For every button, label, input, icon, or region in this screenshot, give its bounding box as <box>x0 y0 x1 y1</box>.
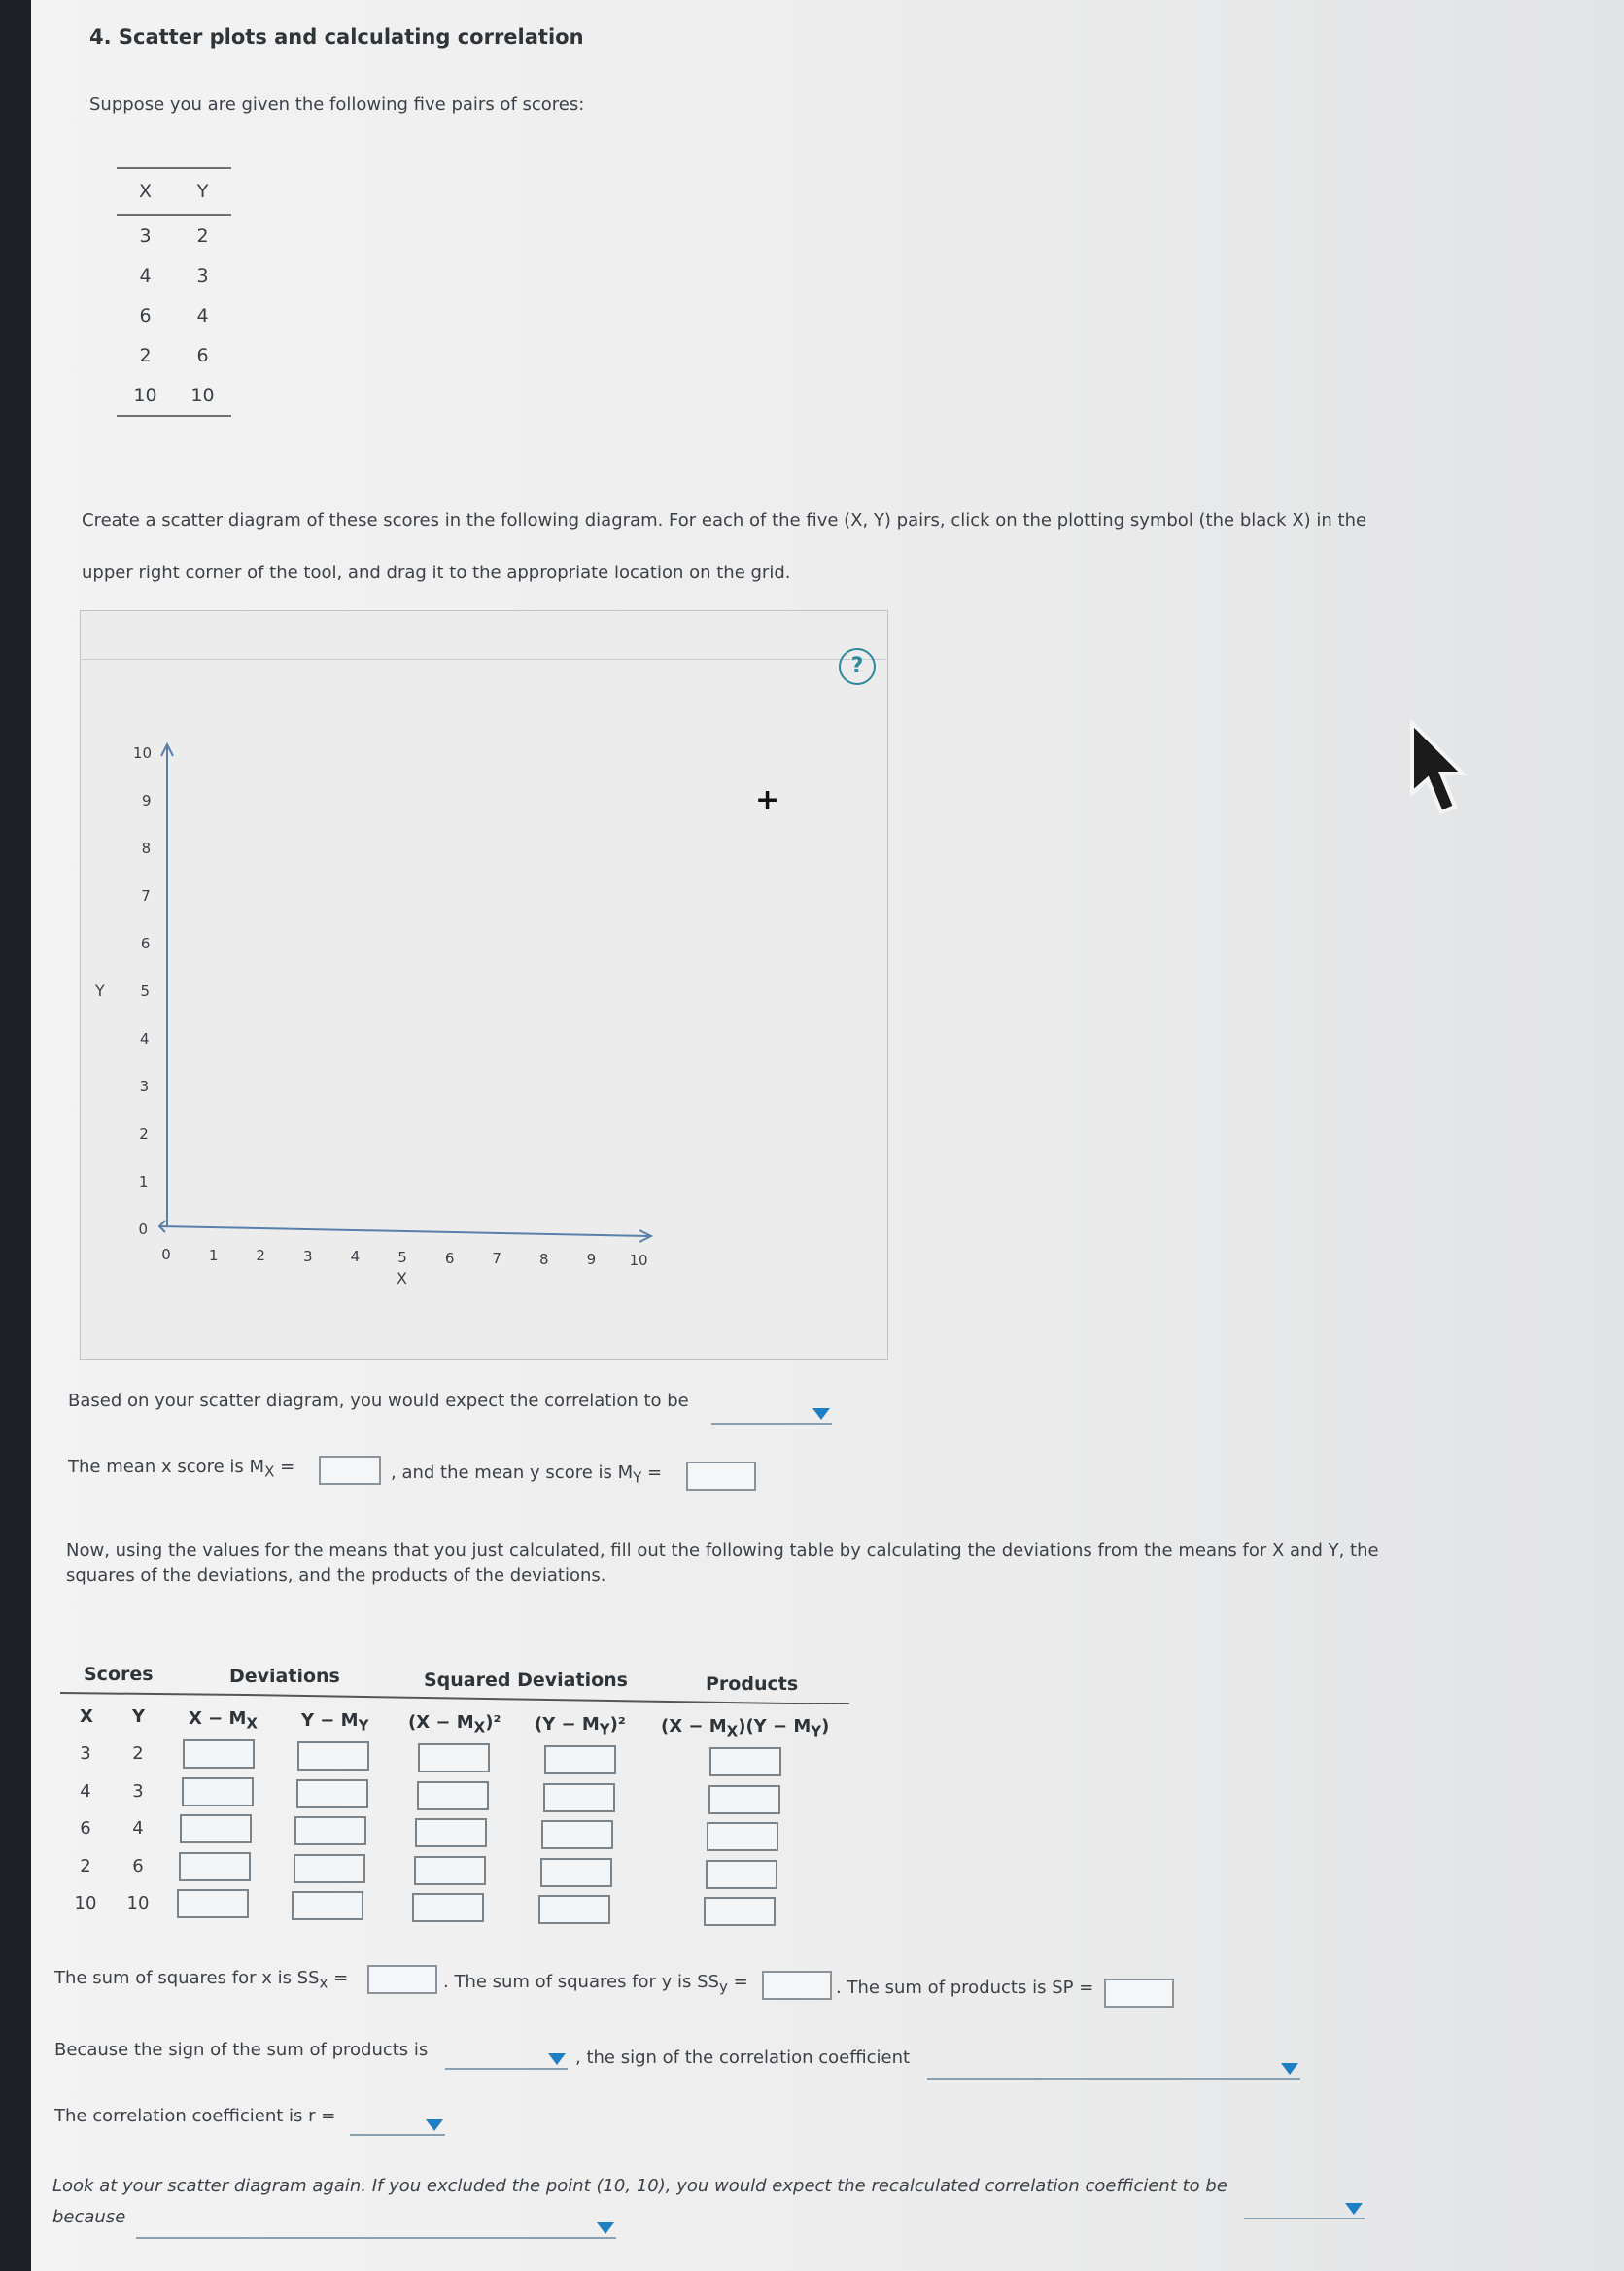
because-reason-dropdown[interactable] <box>136 2214 616 2239</box>
y-tick-label: 7 <box>141 887 151 905</box>
y-tick-label: 3 <box>139 1078 150 1095</box>
dropdown-arrow-icon <box>548 2053 566 2065</box>
look-line-2: because <box>52 2207 126 2227</box>
header-x: X <box>138 181 153 202</box>
product-input[interactable] <box>708 1785 780 1814</box>
x-tick-label: 8 <box>539 1250 549 1268</box>
mean-x-text <box>68 1454 294 1486</box>
x-tick-label: 0 <box>161 1246 171 1263</box>
x-tick-label: 4 <box>350 1248 361 1266</box>
x-deviation-input[interactable] <box>177 1889 249 1918</box>
calc-cell-y: 2 <box>132 1743 144 1764</box>
mean-x-label: The mean x score is M <box>68 1457 265 1477</box>
instructions-line-1: Create a scatter diagram of these scores in the following diagram. For each of the five (X, Y) pairs, click on the plotting symbol (the black X) in the <box>82 510 1367 531</box>
x-axis-label: X <box>397 1269 407 1288</box>
ss-y-text <box>443 1969 748 2001</box>
product-input[interactable] <box>709 1747 781 1776</box>
col-x: X <box>80 1706 93 1727</box>
y-squared-deviation-input[interactable] <box>538 1895 610 1924</box>
look-line-1: Look at your scatter diagram again. If you excluded the point (10, 10), you would expect the recalculated correlation coefficient to be <box>52 2176 1227 2196</box>
y-tick-label: 4 <box>140 1030 150 1048</box>
col-y: Y <box>132 1706 146 1727</box>
col-y-dev-label: Y − M <box>301 1710 359 1731</box>
mean-y-input[interactable] <box>686 1462 756 1491</box>
mouse-cursor-icon <box>1404 719 1472 826</box>
col-y-sq <box>535 1714 626 1738</box>
x-tick-label: 5 <box>397 1249 407 1266</box>
y-deviation-input[interactable] <box>294 1816 366 1845</box>
group-header-deviations: Deviations <box>229 1666 340 1687</box>
group-header-scores: Scores <box>84 1664 154 1685</box>
dropdown-arrow-icon <box>1281 2063 1298 2075</box>
mouse-cursor-shape <box>1412 723 1463 812</box>
x-axis-line <box>159 1226 649 1236</box>
col-x-sq-tail: )² <box>485 1712 501 1733</box>
col-products <box>661 1716 829 1740</box>
cell-y: 10 <box>190 384 215 406</box>
correlation-coefficient-dropdown[interactable] <box>350 2111 445 2136</box>
x-squared-deviation-input[interactable] <box>414 1856 486 1885</box>
mean-x-sub: X <box>264 1462 275 1481</box>
col-x-dev <box>189 1708 258 1733</box>
ss-x-text <box>54 1965 348 1997</box>
col-x-sq <box>408 1712 501 1737</box>
col-y-dev <box>301 1710 368 1735</box>
graph-tool-toolbar <box>80 610 886 660</box>
cell-y: 2 <box>196 224 209 247</box>
calc-cell-x: 10 <box>74 1893 97 1913</box>
ss-y-eq: = <box>727 1972 748 1992</box>
col-y-sq-tail: )² <box>609 1714 626 1735</box>
help-icon[interactable]: ? <box>839 648 876 685</box>
mean-x-input[interactable] <box>319 1456 381 1485</box>
ss-y-input[interactable] <box>762 1971 832 2000</box>
col-y-dev-sub: Y <box>358 1716 369 1735</box>
recalculated-correlation-dropdown[interactable] <box>1244 2194 1365 2219</box>
cell-x: 6 <box>139 304 152 327</box>
product-input[interactable] <box>706 1860 777 1889</box>
calc-cell-y: 4 <box>132 1818 144 1839</box>
table-row <box>117 216 231 256</box>
dropdown-arrow-icon <box>1345 2203 1363 2215</box>
y-squared-deviation-input[interactable] <box>540 1858 612 1887</box>
plus-plot-symbol-icon[interactable]: + <box>755 783 780 817</box>
mean-y-text <box>391 1460 662 1492</box>
x-tick-label: 6 <box>444 1249 455 1267</box>
cell-x: 2 <box>139 344 152 366</box>
header-rule-rest <box>245 1695 849 1704</box>
sum-of-products-sign-dropdown[interactable] <box>445 2045 568 2070</box>
sp-text: . The sum of products is SP = <box>836 1978 1094 1998</box>
y-deviation-input[interactable] <box>294 1854 365 1883</box>
header-rule-scores <box>60 1693 245 1695</box>
y-tick-label: 5 <box>140 982 150 1000</box>
now-line-2: squares of the deviations, and the products of the deviations. <box>66 1566 606 1586</box>
now-line-1: Now, using the values for the means that you just calculated, fill out the following table by calculating the deviations from the means for X and Y, the <box>66 1540 1379 1561</box>
x-squared-deviation-input[interactable] <box>418 1743 490 1772</box>
sp-input[interactable] <box>1104 1979 1174 2008</box>
product-input[interactable] <box>704 1897 776 1926</box>
calc-cell-x: 3 <box>80 1743 91 1764</box>
mean-y-label: , and the mean y score is M <box>391 1462 634 1483</box>
table-row <box>117 256 231 295</box>
cell-x: 4 <box>139 264 152 287</box>
cell-x: 3 <box>139 224 152 247</box>
calc-cell-x: 4 <box>80 1780 91 1802</box>
calc-cell-y: 6 <box>132 1855 144 1876</box>
dropdown-arrow-icon <box>426 2119 443 2131</box>
x-squared-deviation-input[interactable] <box>415 1818 487 1847</box>
dropdown-arrow-icon <box>597 2222 614 2234</box>
group-header-products: Products <box>706 1673 799 1695</box>
y-squared-deviation-input[interactable] <box>541 1820 613 1849</box>
x-tick-label: 10 <box>629 1252 648 1269</box>
ss-x-eq: = <box>328 1968 349 1988</box>
ss-x-input[interactable] <box>367 1965 437 1994</box>
y-tick-label: 0 <box>138 1221 148 1238</box>
y-squared-deviation-input[interactable] <box>543 1783 615 1812</box>
because-sign-text: Because the sign of the sum of products is <box>54 2040 429 2060</box>
r-text: The correlation coefficient is r = <box>54 2106 336 2126</box>
x-squared-deviation-input[interactable] <box>412 1893 484 1922</box>
col-products-end: ) <box>821 1716 830 1737</box>
col-products-label: (X − M <box>661 1716 727 1737</box>
y-tick-label: 1 <box>138 1173 149 1190</box>
y-tick-label: 9 <box>142 792 152 809</box>
header-y: Y <box>196 181 209 202</box>
table-bottom-rule <box>117 415 231 417</box>
cell-y: 6 <box>196 344 209 366</box>
x-tick-label: 7 <box>492 1250 501 1268</box>
x-tick-label: 3 <box>303 1247 313 1265</box>
header-rule <box>60 1691 857 1704</box>
instructions-line-2: upper right corner of the tool, and drag it to the appropriate location on the grid. <box>82 563 791 583</box>
col-y-sq-sub: Y <box>599 1720 610 1738</box>
y-axis-label: Y <box>95 981 105 1000</box>
x-tick-label: 1 <box>208 1246 219 1264</box>
group-header-squared-deviations: Squared Deviations <box>424 1669 628 1691</box>
y-tick-label: 10 <box>132 744 152 762</box>
expect-correlation-text: Based on your scatter diagram, you would expect the correlation to be <box>68 1391 689 1411</box>
y-tick-label: 8 <box>141 840 152 857</box>
x-deviation-input[interactable] <box>179 1852 251 1881</box>
intro-text: Suppose you are given the following five pairs of scores: <box>89 94 585 115</box>
col-products-sub-y: Y <box>811 1722 822 1740</box>
x-tick-label: 2 <box>256 1247 265 1265</box>
cell-y: 4 <box>196 304 209 327</box>
ss-y-label: . The sum of squares for y is SS <box>443 1972 719 1992</box>
col-products-sub-x: X <box>726 1722 739 1740</box>
question-heading: 4. Scatter plots and calculating correlation <box>89 25 584 49</box>
ss-x-label: The sum of squares for x is SS <box>54 1968 320 1988</box>
table-row <box>117 375 231 415</box>
mean-y-sub: Y <box>633 1468 642 1487</box>
x-squared-deviation-input[interactable] <box>417 1781 489 1810</box>
y-deviation-input[interactable] <box>296 1779 368 1808</box>
correlation-expectation-dropdown[interactable] <box>711 1397 832 1425</box>
sign-coefficient-text: , the sign of the correlation coefficient <box>575 2047 911 2068</box>
calc-cell-x: 2 <box>80 1855 91 1876</box>
ss-y-sub: y <box>718 1978 728 1996</box>
calc-cell-y: 10 <box>126 1893 150 1913</box>
score-table-header <box>117 169 231 214</box>
col-x-dev-sub: X <box>246 1714 258 1733</box>
coefficient-sign-dropdown[interactable] <box>927 2054 1300 2080</box>
col-x-sq-label: (X − M <box>408 1712 474 1733</box>
mean-x-eq: = <box>274 1457 295 1477</box>
scatter-axes[interactable] <box>146 737 661 1252</box>
cell-x: 10 <box>133 384 157 406</box>
left-dark-edge <box>0 0 31 2271</box>
y-squared-deviation-input[interactable] <box>544 1745 616 1774</box>
col-y-sq-label: (Y − M <box>535 1714 600 1735</box>
table-row <box>117 335 231 375</box>
x-tick-label: 9 <box>586 1251 597 1269</box>
x-deviation-input[interactable] <box>183 1739 255 1769</box>
cell-y: 3 <box>196 264 209 287</box>
dropdown-arrow-icon <box>812 1408 830 1420</box>
table-row <box>117 295 231 335</box>
y-tick-label: 2 <box>139 1125 149 1143</box>
ss-x-sub: x <box>319 1974 328 1992</box>
y-tick-label: 6 <box>140 935 151 952</box>
score-table <box>117 167 231 417</box>
x-deviation-input[interactable] <box>180 1814 252 1843</box>
mean-y-eq: = <box>641 1462 663 1483</box>
y-deviation-input[interactable] <box>292 1891 363 1920</box>
calc-cell-x: 6 <box>80 1818 91 1839</box>
col-products-tail: )(Y − M <box>738 1716 812 1737</box>
y-deviation-input[interactable] <box>297 1741 369 1771</box>
col-x-dev-label: X − M <box>189 1708 247 1729</box>
x-deviation-input[interactable] <box>182 1777 254 1806</box>
col-x-sq-sub: X <box>473 1718 486 1737</box>
product-input[interactable] <box>707 1822 778 1851</box>
calc-cell-y: 3 <box>132 1780 144 1802</box>
